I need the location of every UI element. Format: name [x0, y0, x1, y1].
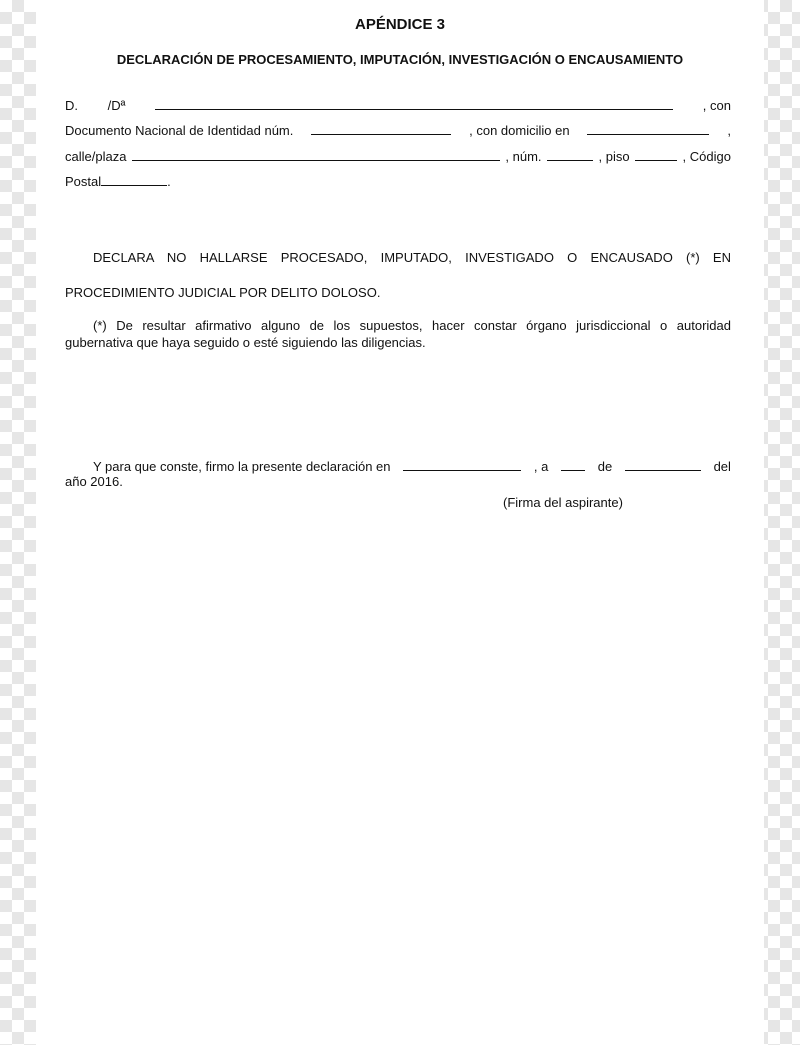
postal-label: Postal: [65, 174, 102, 189]
a-label: , a: [533, 459, 549, 474]
dni-field[interactable]: [311, 121, 451, 135]
form-line-postal: [65, 172, 171, 189]
con-label: , con: [702, 98, 731, 113]
calle-label: calle/plaza: [65, 149, 127, 164]
document-heading: DECLARACIÓN DE PROCESAMIENTO, IMPUTACIÓN, INVESTIGACIÓN O ENCAUSAMIENTO: [116, 52, 684, 67]
day-field[interactable]: [561, 457, 585, 471]
month-field[interactable]: [625, 457, 701, 471]
form-line-address: [65, 147, 731, 164]
closing-line-2: año 2016.: [65, 474, 123, 489]
num-label: , núm.: [505, 149, 542, 164]
dni-label: Documento Nacional de Identidad núm.: [65, 123, 294, 138]
postal-field[interactable]: [101, 172, 167, 186]
calle-field[interactable]: [132, 147, 500, 161]
de-label: de: [597, 459, 613, 474]
document-title: APÉNDICE 3: [354, 16, 446, 33]
domicilio-label: , con domicilio en: [469, 123, 570, 138]
form-line-name: [65, 96, 731, 113]
note-line-1: (*) De resultar afirmativo alguno de los supuestos, hacer constar órgano jurisdiccional o autoridad: [93, 318, 731, 333]
name-field[interactable]: [155, 96, 673, 110]
signature-label: (Firma del aspirante): [503, 495, 623, 510]
d-label: D.: [65, 98, 78, 113]
document-page: [36, 0, 764, 1045]
comma-label: ,: [727, 123, 731, 138]
declaration-line-2: PROCEDIMIENTO JUDICIAL POR DELITO DOLOSO.: [65, 285, 381, 300]
closing-text: Y para que conste, firmo la presente declaración en: [93, 459, 391, 474]
codigo-label: , Código: [682, 149, 731, 164]
postal-period: .: [167, 174, 171, 189]
da-label: /Dª: [107, 98, 126, 113]
domicilio-field[interactable]: [587, 121, 709, 135]
piso-field[interactable]: [635, 147, 677, 161]
note-line-2: gubernativa que haya seguido o esté siguiendo las diligencias.: [65, 335, 426, 350]
form-line-dni: [65, 121, 731, 138]
place-field[interactable]: [403, 457, 521, 471]
closing-line-1: [93, 457, 731, 474]
del-label: del: [713, 459, 731, 474]
piso-label: , piso: [598, 149, 630, 164]
num-field[interactable]: [547, 147, 593, 161]
declaration-line-1: DECLARA NO HALLARSE PROCESADO, IMPUTADO, INVESTIGADO O ENCAUSADO (*) EN: [93, 250, 731, 265]
